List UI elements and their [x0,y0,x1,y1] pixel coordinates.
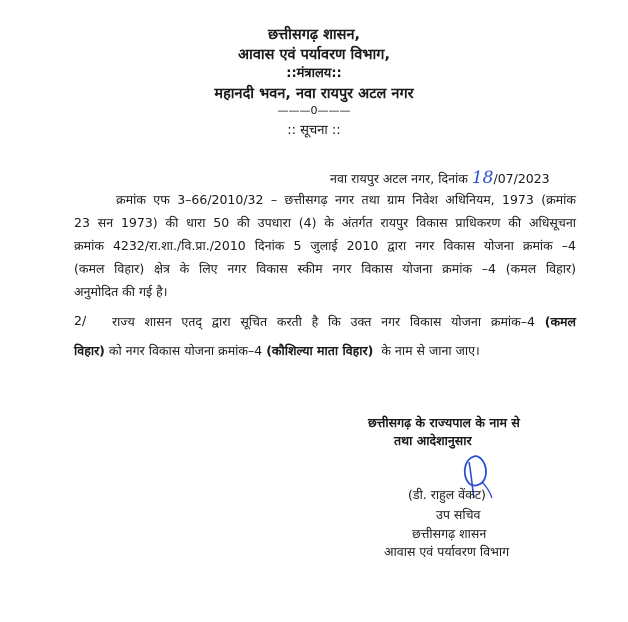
para1-line5: अनुमोदित की गई है। [74,284,168,299]
para2-line1 [112,313,576,330]
para1-line3: क्रमांक 4232/रा.शा./वि.प्रा./2010 दिनांक 5 जुलाई 2010 द्वारा नगर विकास योजना क्रमांक –4 [74,238,576,253]
authority-line2: तथा आदेशानुसार [394,433,472,448]
authority-line1: छत्तीसगढ़ के राज्यपाल के नाम से [368,415,520,430]
para1-line2: 23 सन 1973) की धारा 50 की उपधारा (4) के अंतर्गत रायपुर विकास प्राधिकरण की अधिसूचना [74,215,576,230]
date-line [330,168,550,188]
header-department: आवास एवं पर्यावरण विभाग, [238,47,390,63]
header-ministry: ::मंत्रालय:: [286,66,342,81]
notice-title: :: सूचना :: [287,123,341,138]
new-name-bold: (कौशिल्या माता विहार) [266,343,374,358]
date-rest: /07/2023 [493,171,550,186]
header-government: छत्तीसगढ़ शासन, [267,27,361,43]
signatory-name: (डी. राहुल वेंकट) [408,487,486,502]
header-divider: ———0——— [277,104,351,117]
para2-number: 2/ [74,313,87,328]
date-day-handwritten: 18 [471,168,494,188]
old-name-bold: विहार) [74,343,105,358]
para2-line1-bold: (कमल [544,314,576,329]
signatory-department: आवास एवं पर्यावरण विभाग [384,544,510,559]
signatory-government: छत्तीसगढ़ शासन [412,526,487,541]
para2-line2 [74,342,480,359]
date-prefix: नवा रायपुर अटल नगर, दिनांक [330,171,468,186]
para2-line2-end: के नाम से जाना जाए। [381,343,480,358]
para2-line2-mid: को नगर विकास योजना क्रमांक–4 [108,343,263,358]
header-address: महानदी भवन, नवा रायपुर अटल नगर [214,86,414,102]
para2-line1-text: राज्य शासन एतद् द्वारा सूचित करती है कि उक्त नगर विकास योजना क्रमांक–4 [112,314,535,329]
para1-line1: क्रमांक एफ 3–66/2010/32 – छत्तीसगढ़ नगर तथा ग्राम निवेश अधिनियम, 1973 (क्रमांक [116,192,576,207]
para1-line4: (कमल विहार) क्षेत्र के लिए नगर विकास स्कीम नगर विकास योजना क्रमांक –4 (कमल विहार) [74,261,576,276]
signatory-designation: उप सचिव [436,507,481,522]
